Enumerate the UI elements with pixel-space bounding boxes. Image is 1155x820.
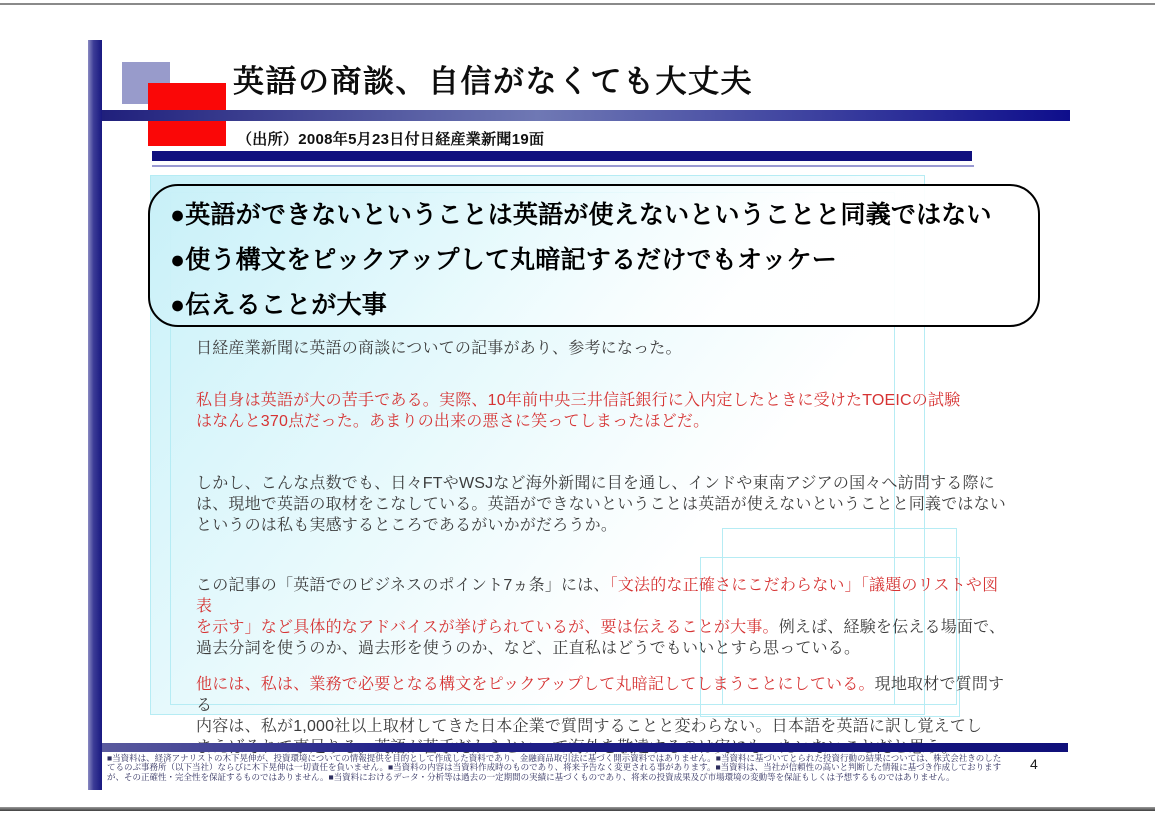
key-point-item: ●使う構文をピックアップして丸暗記するだけでもオッケー <box>170 246 838 274</box>
header-hairline <box>152 165 974 167</box>
body-paragraph: 他には、私は、業務で必要となる構文をピックアップして丸暗記してしまうことにしている。現地取材で質問する 内容は、私が1,000社以上取材してきた日本企業で質問することと変わらない。日本語を英語に訳し覚えてし <box>196 676 1005 735</box>
page-top-edge <box>0 3 1155 5</box>
footer-disclaimer <box>107 754 1012 782</box>
page-number: 4 <box>1030 756 1038 772</box>
footer-navy-bar <box>102 743 1068 752</box>
header-navy-bar <box>152 151 972 161</box>
body-paragraph: 私自身は英語が大の苦手である。実際、10年前中央三井信託銀行に入内定したときに受けたTOEICの試験 はなんと370点だった。あまりの出来の悪さに笑ってしまったほどだ。 <box>196 392 961 430</box>
disclaimer-line: ■当資料は、経済アナリストの木下晃伸が、投資環境についての情報提供を目的として作成した資料であり、金融商品取引法に基づく開示資料ではありません。■当資料に基づいてとられた投資行動の結果については、株式会社きのした <box>107 753 1002 763</box>
key-point-item: ●伝えることが大事 <box>170 291 387 319</box>
key-point-item: ●英語ができないということは英語が使えないということと同義ではない <box>170 201 992 229</box>
body-paragraph: この記事の「英語でのビジネスのポイント7ヵ条」には、「文法的な正確さにこだわらない」「議題のリストや図表 を示す」など具体的なアドバイスが挙げられているが、要は伝えることが大事。例えば、経験を伝える場面で、 過去分詞を使うのか、過去形を使うのか、など、正直私はどうでもいいとすら思っている。 <box>196 577 1006 657</box>
source-citation: （出所）2008年5月23日付日経産業新聞19面 <box>237 131 545 148</box>
page-title: 英語の商談、自信がなくても大丈夫 <box>233 64 753 99</box>
page-bottom-edge <box>0 807 1155 811</box>
body-paragraph: しかし、こんな点数でも、日々FTやWSJなど海外新聞に目を通し、インドや東南アジアの国々へ訪問する際に は、現地で英語の取材をこなしている。英語ができないということは英語が使えないということと同義ではない というのは私も実感するところであるがいかがだろうか。 <box>196 475 1007 534</box>
left-accent-bar <box>88 40 102 790</box>
body-paragraph: 日経産業新聞に英語の商談についての記事があり、参考になった。 <box>196 340 682 357</box>
disclaimer-line: てるのぶ事務所（以下当社）ならびに木下晃伸は一切責任を負いません。■当資料の内容は当資料作成時のものであり、将来予告なく変更される事があります。■当資料は、当社が信頼性の高いと判断した情報に基づき作成しております <box>107 762 1002 773</box>
disclaimer-line: が、その正確性・完全性を保証するものではありません。■当資料におけるデータ・分析等は過去の一定期間の実績に基づくものであり、将来の投資成果及び市場環境の変動等を保証もしくは予想するものではありません。 <box>107 771 955 782</box>
header-gradient-bar <box>102 110 1070 121</box>
key-points-box <box>148 184 1040 327</box>
